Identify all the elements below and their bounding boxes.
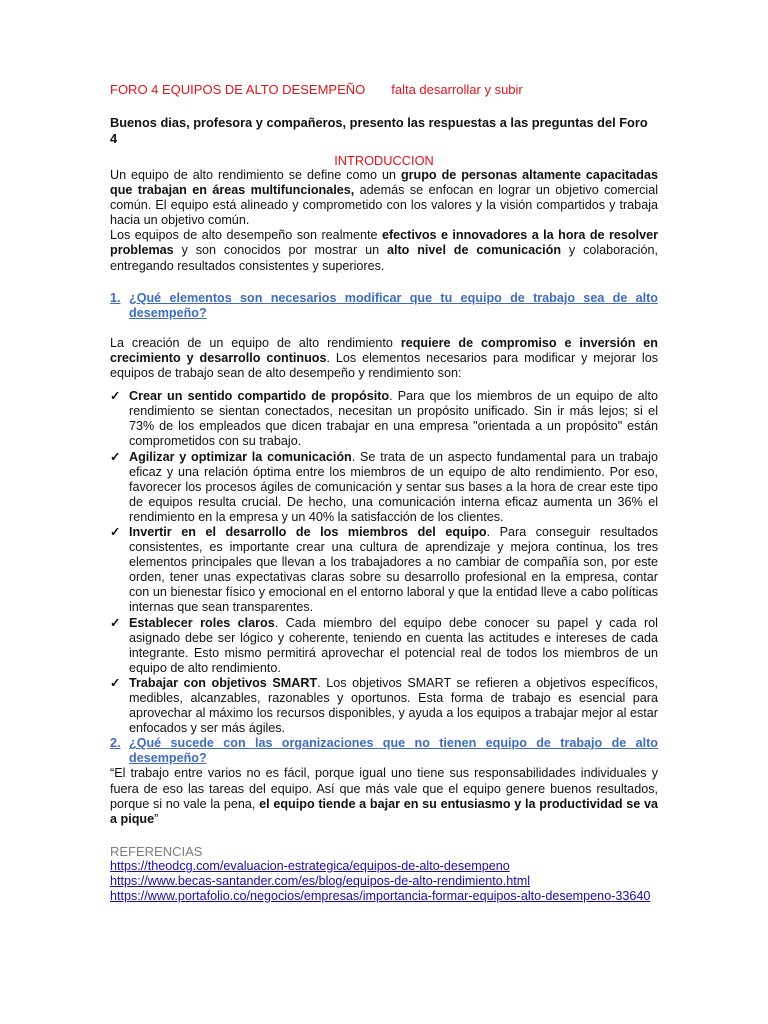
answer-1-paragraph [110,336,658,381]
list-item-title: Invertir en el desarrollo de los miembros del equipo [129,524,487,539]
list-item-text: . Para conseguir resultados consistentes, es importante crear una cultura de aprendizaje y mejora continua, los tres elementos principales que llevan a los trabajadores a no cambiar de compañía son, por este orden, tener unas expectativas claras sobre su desarrollo profesional en la empresa, contar con un bienestar físico y emocional en el entorno laboral y que la entidad lleve a cabo políticas internas que sean transparentes. [129,524,658,615]
list-item-text: . Los objetivos SMART se refieren a objetivos específicos, medibles, alcanzables, razonables y oportunos. Esta forma de trabajo es esencial para aprovechar al máximo los recursos disponibles, y ayuda a los equipos a trabajar mejor al estar enfocados y ser más ágiles. [129,675,658,736]
list-item-text: . Se trata de un aspecto fundamental para un trabajo eficaz y una relación óptima entre los miembros de un equipo de alto rendimiento. Por eso, favorecer los procesos ágiles de comunicación y sentar sus bases a la hora de crear este tipo de equipos resulta crucial. De hecho, una comunicación interna eficaz aumenta un 36% el rendimiento en la empresa y un 40% la satisfacción de los clientes. [129,449,658,524]
document-content [110,82,658,904]
intro-heading: INTRODUCCION [334,153,434,168]
intro-p1-bold: grupo de personas altamente capacitadas que trabajan en áreas multifuncionales, [110,168,658,198]
answer-1-text-a: La creación de un equipo de alto rendimiento [110,335,401,350]
list-item [110,616,658,676]
list-item [110,389,658,449]
quote-paragraph [110,766,658,826]
reference-link[interactable]: https://www.becas-santander.com/es/blog/equipos-de-alto-rendimiento.html [110,874,531,889]
references-heading: REFERENCIAS [110,843,203,859]
answer-1-bold: requiere de compromiso e inversión en crecimiento y desarrollo continuos [110,335,658,365]
quote-bold: el equipo tiende a bajar en su entusiasmo y la productividad se va a pique [110,796,659,826]
intro-p2-text-c: y son conocidos por mostrar un [173,243,387,258]
question-2-number: 2. [110,736,121,751]
check-icon: ✓ [110,449,121,464]
intro-p2-text-a: Los equipos de alto desempeño son realmente [110,228,382,243]
intro-p1-text-c: además se enfocan en lograr un objetivo comercial común. El equipo está alineado y comprometido con los valores y la visión compartidos y trabaja hacia un objetivo común. [110,183,658,228]
quote-text-c: ” [154,811,159,826]
list-item-text: . Para que los miembros de un equipo de alto rendimiento se sientan conectados, necesitan un propósito unificado. Sin ir más lejos; si el 73% de los empleados que dicen trabajar en una empresa "orientada a un propósito" están comprometidos con su trabajo. [129,389,658,449]
question-2 [110,736,658,766]
check-icon: ✓ [110,615,121,630]
check-icon: ✓ [110,524,121,539]
intro-paragraph-2 [110,228,658,273]
reference-link[interactable]: https://theodcg.com/evaluacion-estrategica/equipos-de-alto-desempeno [110,858,510,873]
document-title [110,82,658,98]
list-item-title: Establecer roles claros [129,615,275,630]
check-icon: ✓ [110,675,121,690]
check-icon: ✓ [110,389,121,404]
intro-p2-text-e: y colaboración, entregando resultados consistentes y superiores. [110,243,658,273]
quote-text-a: “El trabajo entre varios no es fácil, porque igual uno tiene sus responsabilidades individuales y fuera de eso las tareas del equipo. Así que más vale que el equipo genere buenos resultados, porque si no vale la pena, [110,766,658,811]
intro-p2-bold-d: alto nivel de comunicación [386,243,562,258]
reference-link[interactable]: https://www.portafolio.co/negocios/empresas/importancia-formar-equipos-alto-desempeno-33640 [110,889,651,904]
list-item-title: Trabajar con objetivos SMART [129,675,318,690]
answer-1-text-c: . Los elementos necesarios para modificar y mejorar los equipos de trabajo sean de alto desempeño y rendimiento son: [110,350,658,381]
list-item [110,525,658,616]
question-2-text: ¿Qué sucede con las organizaciones que no tienen equipo de trabajo de alto desempeño? [129,736,658,766]
list-item [110,450,658,525]
greeting: Buenos dias, profesora y compañeros, presento las respuestas a las preguntas del Foro 4 [110,115,648,146]
list-item-title: Crear un sentido compartido de propósito [129,389,390,404]
question-1 [110,291,658,321]
list-item [110,676,658,736]
question-1-text: ¿Qué elementos son necesarios modificar que tu equipo de trabajo sea de alto desempeño? [129,290,658,320]
intro-p2-bold-b: efectivos e innovadores a la hora de resolver problemas [110,228,658,258]
checklist [110,389,658,736]
list-item-text: . Cada miembro del equipo debe conocer su papel y cada rol asignado debe ser lógico y coherente, teniendo en cuenta las actitudes e intereses de cada integrante. Esto mismo permitirá aprovechar el potencial real de todos los miembros de un equipo de alto rendimiento. [129,615,658,675]
intro-p1-text-a: Un equipo de alto rendimiento se define como un [110,168,401,182]
title-main: FORO 4 EQUIPOS DE ALTO DESEMPEÑO [110,82,366,97]
question-1-number: 1. [110,290,121,305]
title-note: falta desarrollar y subir [391,82,523,97]
list-item-title: Agilizar y optimizar la comunicación [129,449,352,464]
intro-paragraph-1 [110,168,658,228]
